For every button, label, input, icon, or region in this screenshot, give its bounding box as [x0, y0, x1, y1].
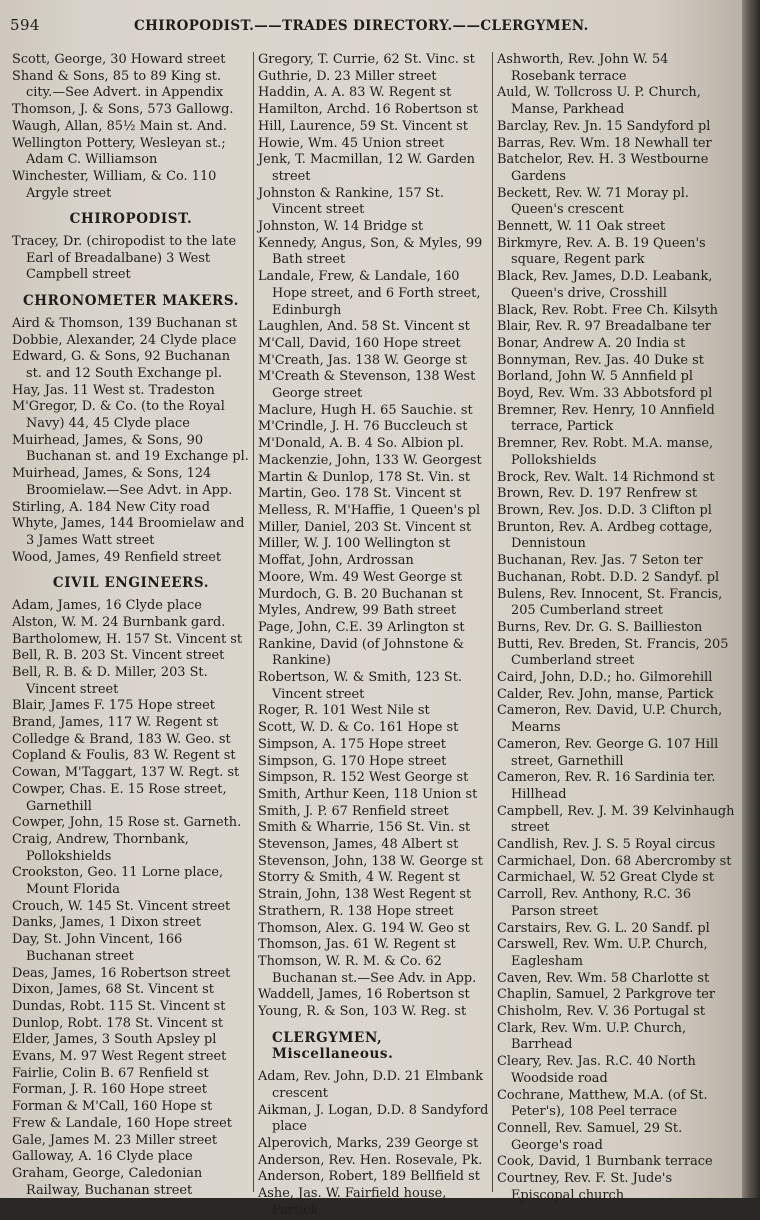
directory-entry: Carswell, Rev. Wm. U.P. Church, Eaglesham [497, 937, 708, 969]
directory-entry: Storry & Smith, 4 W. Regent st [258, 870, 460, 886]
directory-entry: Smith & Wharrie, 156 St. Vin. st [258, 820, 471, 836]
directory-entry: M'Call, David, 160 Hope street [258, 335, 461, 351]
directory-entry: Evans, M. 97 West Regent street [12, 1049, 227, 1065]
directory-entry: Maclure, Hugh H. 65 Sauchie. st [258, 402, 473, 418]
directory-entry: Adam, Rev. John, D.D. 21 Elmbank crescent [258, 1069, 484, 1101]
column-3 [497, 52, 735, 1203]
directory-entry: Roger, R. 101 West Nile st [258, 703, 430, 719]
directory-entry: Elder, James, 3 South Apsley pl [12, 1032, 217, 1048]
directory-entry: Simpson, R. 152 West George st [258, 770, 469, 786]
directory-entry: Colledge & Brand, 183 W. Geo. st [12, 731, 231, 747]
directory-entry: Aikman, J. Logan, D.D. 8 Sandyford place [258, 1102, 489, 1135]
directory-entry: Martin, Geo. 178 St. Vincent st [258, 486, 462, 502]
directory-entry: Buchanan, Robt. D.D. 2 Sandyf. pl [497, 569, 720, 585]
directory-entry: M'Donald, A. B. 4 So. Albion pl. [258, 436, 464, 452]
column-1 [12, 52, 250, 1198]
directory-entry: M'Creath & Stevenson, 138 West George street [258, 369, 476, 402]
directory-entry: Strain, John, 138 West Regent st [258, 887, 472, 903]
column-divider [253, 52, 254, 1192]
directory-entry: Myles, Andrew, 99 Bath street [258, 603, 457, 619]
directory-entry: Cameron, Rev. R. 16 Sardinia ter. Hillhead [497, 770, 716, 802]
directory-entry: Cowper, Chas. E. 15 Rose street, Garnethill [12, 781, 227, 814]
directory-entry: M'Gregor, D. & Co. (to the Royal Navy) 44, 45 Clyde place [12, 399, 225, 432]
directory-entry: Moore, Wm. 49 West George st [258, 569, 463, 585]
directory-entry: Day, St. John Vincent, 166 Buchanan street [12, 932, 183, 964]
directory-entry: Winchester, William, & Co. 110 Argyle street [12, 168, 217, 201]
directory-entry: Bell, R. B. 203 St. Vincent street [12, 648, 225, 664]
directory-entry: Alston, W. M. 24 Burnbank gard. [12, 614, 226, 630]
directory-entry: Ashe, Jas. W. Fairfield house, Partick [258, 1186, 447, 1218]
directory-entry: Young, R. & Son, 103 W. Reg. st [258, 1004, 467, 1020]
directory-entry: Muirhead, James, & Sons, 90 Buchanan st. and 19 Exchange pl. [12, 432, 249, 465]
directory-entry: Miller, Daniel, 203 St. Vincent st [258, 519, 472, 535]
directory-entry: Dundas, Robt. 115 St. Vincent st [12, 998, 226, 1014]
directory-entry: Caven, Rev. Wm. 58 Charlotte st [497, 970, 710, 986]
directory-entry: Cook, David, 1 Burnbank terrace [497, 1154, 713, 1170]
directory-entry: Brand, James, 117 W. Regent st [12, 715, 219, 731]
section-heading: CIVIL ENGINEERS. [52, 575, 210, 592]
directory-entry: Haddin, A. A. 83 W. Regent st [258, 85, 452, 101]
directory-entry: Whyte, James, 144 Broomielaw and 3 James Watt street [12, 516, 245, 548]
directory-entry: Bell, R. B. & D. Miller, 203 St. Vincent street [12, 664, 208, 697]
directory-entry: Moffat, John, Ardrossan [258, 553, 414, 569]
page-header [10, 16, 730, 42]
directory-entry: Waugh, Allan, 85½ Main st. And. [12, 118, 227, 134]
directory-entry: Bartholomew, H. 157 St. Vincent st [12, 631, 243, 647]
directory-entry: Chisholm, Rev. V. 36 Portugal st [497, 1004, 706, 1020]
directory-entry: Cleary, Rev. Jas. R.C. 40 North Woodside road [497, 1054, 696, 1086]
directory-entry: M'Creath, Jas. 138 W. George st [258, 352, 467, 368]
directory-entry: Birkmyre, Rev. A. B. 19 Queen's square, Regent park [497, 235, 706, 268]
directory-entry: Gregory, T. Currie, 62 St. Vinc. st [258, 52, 475, 67]
directory-entry: Cameron, Rev. David, U.P. Church, Mearns [497, 703, 723, 736]
directory-entry: Connell, Rev. Samuel, 29 St. George's road [497, 1121, 683, 1153]
directory-entry: M'Crindle, J. H. 76 Buccleuch st [258, 419, 468, 435]
directory-entry: Thomson, Jas. 61 W. Regent st [258, 937, 456, 953]
directory-entry: Barras, Rev. Wm. 18 Newhall ter [497, 135, 712, 151]
directory-entry: Edward, G. & Sons, 92 Buchanan st. and 12 South Exchange pl. [12, 349, 231, 381]
directory-entry: Cochrane, Matthew, M.A. (of St. Peter's), 108 Peel terrace [497, 1087, 708, 1120]
directory-entry: Bulens, Rev. Innocent, St. Francis, 205 Cumberland street [497, 586, 723, 619]
directory-entry: Buchanan, Rev. Jas. 7 Seton ter [497, 553, 703, 569]
directory-entry: Boyd, Rev. Wm. 33 Abbotsford pl [497, 386, 713, 402]
directory-entry: Butti, Rev. Breden, St. Francis, 205 Cumberland street [497, 636, 729, 669]
directory-entry: Caird, John, D.D.; ho. Gilmorehill [497, 670, 713, 686]
directory-entry: Courtney, Rev. F. St. Jude's Episcopal church [497, 1171, 673, 1203]
directory-entry: Guthrie, D. 23 Miller street [258, 68, 437, 84]
directory-entry: Hamilton, Archd. 16 Robertson st [258, 102, 479, 118]
directory-entry: Alperovich, Marks, 239 George st [258, 1136, 479, 1151]
directory-entry: Danks, James, 1 Dixon street [12, 915, 202, 931]
directory-entry: Galloway, A. 16 Clyde place [12, 1149, 193, 1165]
directory-entry: Anderson, Robert, 189 Bellfield st [258, 1169, 480, 1185]
directory-entry: Borland, John W. 5 Annfield pl [497, 369, 694, 385]
directory-entry: Strathern, R. 138 Hope street [258, 903, 454, 919]
section-heading: CLERGYMEN, Miscellaneous. [272, 1029, 394, 1063]
directory-entry: Johnston & Rankine, 157 St. Vincent street [258, 185, 444, 218]
directory-entry: Bennett, W. 11 Oak street [497, 219, 666, 235]
directory-entry: Rankine, David (of Johnstone & Rankine) [258, 636, 465, 669]
directory-entry: Hay, Jas. 11 West st. Tradeston [12, 382, 215, 398]
directory-entry: Murdoch, G. B. 20 Buchanan st [258, 586, 463, 602]
directory-entry: Chaplin, Samuel, 2 Parkgrove ter [497, 987, 716, 1003]
directory-entry: Carmichael, Don. 68 Abercromby st [497, 853, 732, 869]
directory-entry: Stirling, A. 184 New City road [12, 499, 210, 515]
directory-entry: Wellington Pottery, Wesleyan st.; Adam C. Williamson [12, 135, 226, 168]
directory-entry: Bonnyman, Rev. Jas. 40 Duke st [497, 352, 704, 368]
directory-entry: Forman, J. R. 160 Hope street [12, 1082, 207, 1098]
directory-entry: Smith, Arthur Keen, 118 Union st [258, 786, 478, 802]
directory-entry: Gale, James M. 23 Miller street [12, 1132, 218, 1148]
directory-entry: Miller, W. J. 100 Wellington st [258, 536, 451, 552]
directory-entry: Wood, James, 49 Renfield street [12, 549, 222, 565]
directory-entry: Adam, James, 16 Clyde place [12, 598, 202, 614]
page-number: 594 [10, 16, 40, 34]
directory-entry: Shand & Sons, 85 to 89 King st. city.—See Advert. in Appendix [12, 68, 224, 101]
directory-entry: Crouch, W. 145 St. Vincent street [12, 898, 231, 914]
directory-entry: Fairlie, Colin B. 67 Renfield st [12, 1065, 209, 1081]
directory-entry: Hill, Laurence, 59 St. Vincent st [258, 118, 468, 134]
directory-entry: Beckett, Rev. W. 71 Moray pl. Queen's crescent [497, 185, 689, 218]
directory-entry: Carstairs, Rev. G. L. 20 Sandf. pl [497, 920, 710, 936]
column-2 [258, 52, 490, 1218]
column-divider [492, 52, 493, 1192]
directory-entry: Carroll, Rev. Anthony, R.C. 36 Parson street [497, 887, 692, 919]
directory-entry: Brock, Rev. Walt. 14 Richmond st [497, 469, 715, 485]
directory-entry: Calder, Rev. John, manse, Partick [497, 686, 714, 702]
directory-entry: Anderson, Rev. Hen. Rosevale, Pk. [258, 1152, 483, 1168]
running-title: CHIROPODIST.——TRADES DIRECTORY.——CLERGYMEN. [134, 18, 589, 34]
directory-entry: Bonar, Andrew A. 20 India st [497, 335, 686, 351]
directory-entry: Barclay, Rev. Jn. 15 Sandyford pl [497, 118, 711, 134]
directory-entry: Cameron, Rev. George G. 107 Hill street, Garnethill [497, 736, 719, 769]
directory-entry: Brown, Rev. Jos. D.D. 3 Clifton pl [497, 502, 712, 518]
directory-entry: Auld, W. Tollcross U. P. Church, Manse, Parkhead [497, 85, 701, 118]
directory-entry: Howie, Wm. 45 Union street [258, 135, 444, 151]
directory-entry: Stevenson, James, 48 Albert st [258, 837, 459, 853]
directory-entry: Forman & M'Call, 160 Hope st [12, 1099, 213, 1115]
directory-entry: Page, John, C.E. 39 Arlington st [258, 619, 465, 635]
directory-entry: Mackenzie, John, 133 W. Georgest [258, 452, 482, 468]
directory-entry: Thomson, Alex. G. 194 W. Geo st [258, 920, 470, 936]
directory-entry: Candlish, Rev. J. S. 5 Royal circus [497, 837, 716, 853]
directory-entry: Martin & Dunlop, 178 St. Vin. st [258, 469, 470, 485]
directory-entry: Craig, Andrew, Thornbank, Pollokshields [12, 831, 189, 864]
directory-entry: Clark, Rev. Wm. U.P. Church, Barrhead [497, 1020, 687, 1053]
directory-entry: Graham, George, Caledonian Railway, Buchanan street [12, 1166, 203, 1198]
directory-entry: Bremner, Rev. Henry, 10 Annfield terrace, Partick [497, 402, 715, 435]
directory-entry: Smith, J. P. 67 Renfield street [258, 803, 449, 819]
directory-entry: Cowan, M'Taggart, 137 W. Regt. st [12, 765, 240, 781]
directory-entry: Cowper, John, 15 Rose st. Garneth. [12, 815, 242, 831]
directory-entry: Waddell, James, 16 Robertson st [258, 987, 470, 1003]
section-heading: CHIROPODIST. [69, 211, 193, 228]
directory-entry: Simpson, G. 170 Hope street [258, 753, 447, 769]
directory-entry: Batchelor, Rev. H. 3 Westbourne Gardens [497, 152, 709, 184]
directory-entry: Dunlop, Robt. 178 St. Vincent st [12, 1015, 224, 1031]
directory-entry: Landale, Frew, & Landale, 160 Hope street, and 6 Forth street, Edinburgh [258, 269, 481, 318]
directory-entry: Copland & Foulis, 83 W. Regent st [12, 748, 236, 764]
directory-entry: Deas, James, 16 Robertson street [12, 965, 231, 981]
directory-entry: Blair, Rev. R. 97 Breadalbane ter [497, 319, 711, 335]
directory-entry: Stevenson, John, 138 W. George st [258, 853, 483, 869]
directory-entry: Robertson, W. & Smith, 123 St. Vincent street [258, 670, 462, 702]
directory-entry: Thomson, J. & Sons, 573 Gallowg. [12, 102, 234, 118]
directory-entry: Johnston, W. 14 Bridge st [258, 219, 424, 235]
directory-entry: Laughlen, And. 58 St. Vincent st [258, 319, 470, 335]
directory-entry: Jenk, T. Macmillan, 12 W. Garden street [258, 152, 475, 184]
directory-entry: Scott, George, 30 Howard street [12, 52, 226, 67]
directory-entry: Black, Rev. Robt. Free Ch. Kilsyth [497, 302, 718, 318]
directory-entry: Brown, Rev. D. 197 Renfrew st [497, 486, 698, 502]
directory-entry: Ashworth, Rev. John W. 54 Rosebank terrace [497, 52, 669, 84]
directory-entry: Dobbie, Alexander, 24 Clyde place [12, 332, 237, 348]
directory-entry: Simpson, A. 175 Hope street [258, 736, 446, 752]
directory-entry: Scott, W. D. & Co. 161 Hope st [258, 720, 459, 736]
directory-entry: Burns, Rev. Dr. G. S. Baillieston [497, 619, 703, 635]
directory-entry: Crookston, Geo. 11 Lorne place, Mount Florida [12, 865, 224, 898]
directory-entry: Bremner, Rev. Robt. M.A. manse, Pollokshields [497, 436, 714, 468]
directory-entry: Melless, R. M'Haffie, 1 Queen's pl [258, 502, 481, 518]
directory-entry: Frew & Landale, 160 Hope street [12, 1115, 232, 1131]
section-heading: CHRONOMETER MAKERS. [22, 293, 240, 310]
directory-entry: Kennedy, Angus, Son, & Myles, 99 Bath street [258, 235, 483, 268]
directory-entry: Dixon, James, 68 St. Vincent st [12, 982, 214, 998]
book-edge [742, 0, 760, 1198]
directory-entry: Brunton, Rev. A. Ardbeg cottage, Dennistoun [497, 519, 713, 552]
directory-entry: Thomson, W. R. M. & Co. 62 Buchanan st.—See Adv. in App. [258, 953, 477, 986]
directory-entry: Blair, James F. 175 Hope street [12, 698, 215, 714]
directory-entry: Muirhead, James, & Sons, 124 Broomielaw.—See Advt. in App. [12, 466, 233, 498]
directory-entry: Carmichael, W. 52 Great Clyde st [497, 870, 714, 886]
directory-entry: Tracey, Dr. (chiropodist to the late Earl of Breadalbane) 3 West Campbell street [12, 234, 237, 283]
directory-entry: Campbell, Rev. J. M. 39 Kelvinhaugh street [497, 803, 735, 836]
directory-entry: Black, Rev. James, D.D. Leabank, Queen's drive, Crosshill [497, 269, 713, 301]
directory-entry: Aird & Thomson, 139 Buchanan st [12, 315, 238, 331]
